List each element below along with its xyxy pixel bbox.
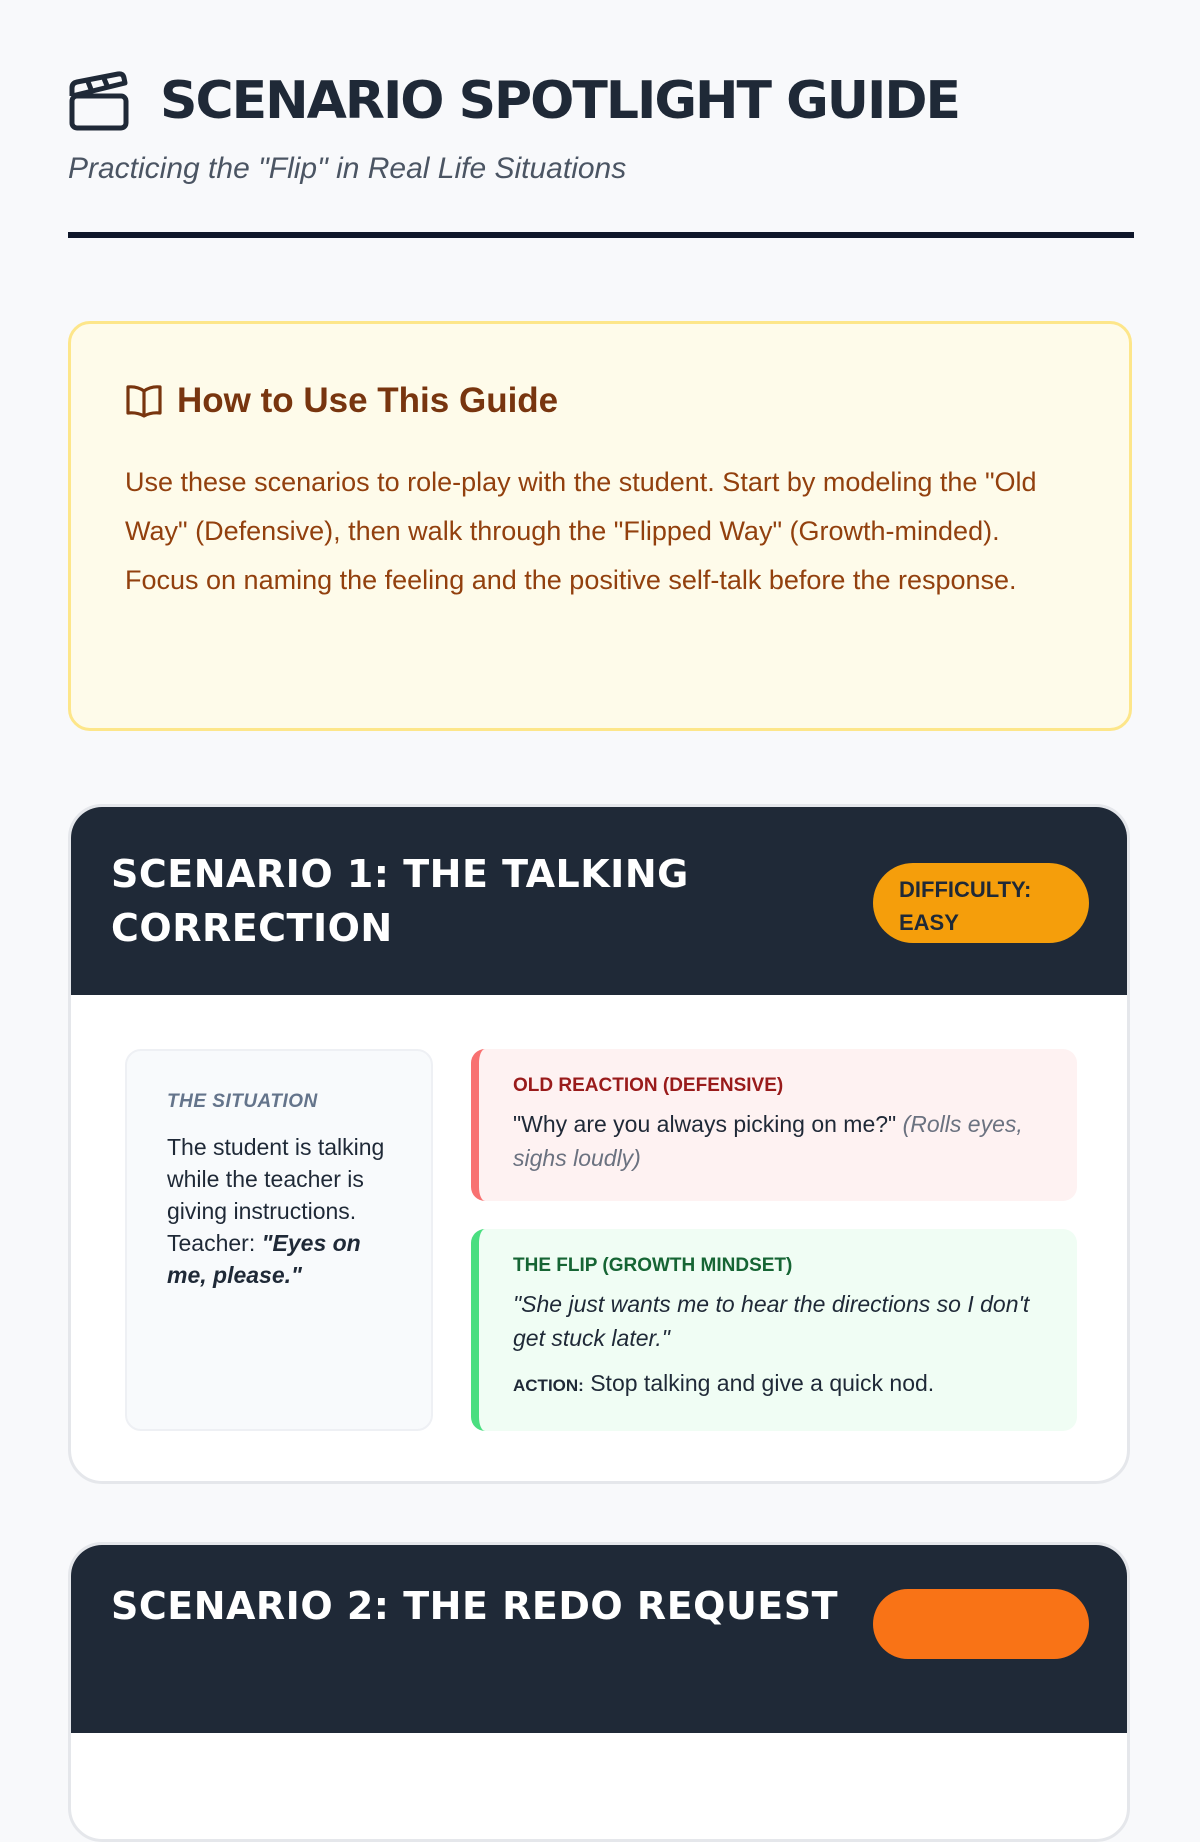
- flip-label: THE FLIP (GROWTH MINDSET): [513, 1255, 793, 1276]
- scenario-title: SCENARIO 2: THE REDO REQUEST: [111, 1584, 839, 1628]
- clapperboard-icon: [68, 70, 130, 132]
- teacher-quote: "Eyes on me, please.": [167, 1230, 361, 1288]
- flip-panel: [471, 1229, 1077, 1431]
- difficulty-badge: DIFFICULTY: EASY: [873, 863, 1089, 943]
- page-subtitle: Practicing the "Flip" in Real Life Situations: [68, 152, 627, 185]
- book-icon: [125, 383, 163, 419]
- title-row: [68, 66, 1134, 136]
- guide-title: How to Use This Guide: [177, 381, 559, 420]
- page-header: [68, 66, 1134, 242]
- situation-label: THE SITUATION: [167, 1091, 318, 1112]
- scenario-title: SCENARIO 1: THE TALKING CORRECTION: [111, 852, 689, 950]
- guide-header: [125, 376, 1075, 426]
- situation-description: The student is talking while the teacher is giving instructions. Teacher:: [167, 1134, 385, 1256]
- scenario-header: [71, 1545, 1127, 1733]
- old-reaction-panel: [471, 1049, 1077, 1201]
- action-text: Stop talking and give a quick nod.: [583, 1370, 935, 1396]
- scenario-card: [68, 1542, 1130, 1842]
- stage-direction: (Rolls eyes, sighs loudly): [513, 1111, 1023, 1171]
- old-reaction-quote: "Why are you always picking on me?": [513, 1111, 903, 1137]
- flip-quote: "She just wants me to hear the directions so I don't get stuck later.": [513, 1291, 1030, 1351]
- header-divider: [68, 232, 1134, 238]
- flip-action: [513, 1367, 1045, 1402]
- scenario-body: [71, 995, 1127, 1475]
- old-reaction-text: [513, 1107, 1045, 1175]
- old-reaction-label: OLD REACTION (DEFENSIVE): [513, 1075, 784, 1096]
- action-label: ACTION:: [513, 1376, 584, 1395]
- scenario-card: [68, 804, 1130, 1484]
- page-title: SCENARIO SPOTLIGHT GUIDE: [160, 71, 960, 131]
- situation-text: [167, 1131, 391, 1291]
- situation-panel: [125, 1049, 433, 1431]
- guide-text: Use these scenarios to role-play with the student. Start by modeling the "Old Way" (Defensive), then walk through the "Flipped Way" (Growth-minded). Focus on naming the feeling and the positive self-talk before the response.: [125, 467, 1037, 595]
- guide-box: [68, 321, 1132, 731]
- scenario-header: [71, 807, 1127, 995]
